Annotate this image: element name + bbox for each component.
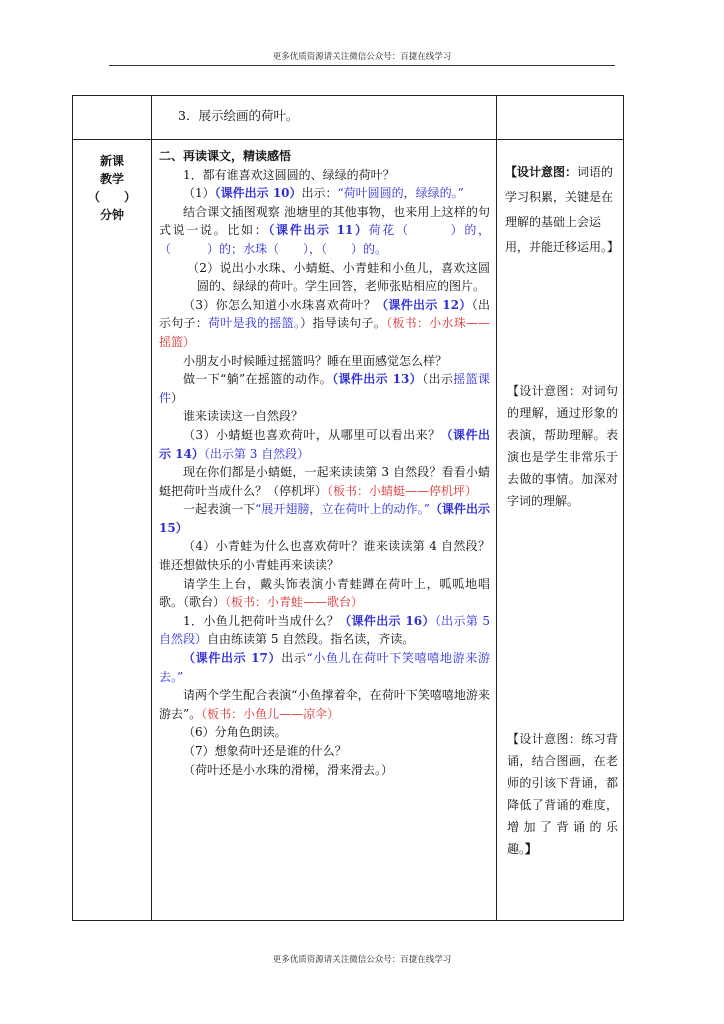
paragraph: 请两个学生配合表演“小鱼撑着伞，在荷叶下笑嘻嘻地游来游去”。（板书：小鱼儿——凉伞） — [159, 688, 490, 721]
side-label: 新课 教学 （ ） 分钟 — [87, 154, 136, 222]
paragraph: 小朋友小时候睡过摇篮吗？睡在里面感觉怎么样？ — [183, 353, 448, 368]
content-cell — [152, 140, 503, 921]
paragraph: 请学生上台，戴头饰表演小青蛙蹲在荷叶上，呱呱地唱歌。（歌台）（板书：小青蛙——歌台） — [159, 576, 490, 610]
page-header: 更多优质资源请关注微信公众号：百捷在线学习 — [272, 52, 452, 62]
table-row — [73, 96, 624, 140]
design-note-3: 【设计意图：练习背诵，结合图画，在老师的引该下背诵，都降低了背诵的难度，增加了背诵的乐趣。】 — [507, 732, 618, 856]
paragraph: （2）说出小水珠、小蜻蜓、小青蛙和小鱼儿，喜欢这圆圆的、绿绿的荷叶。学生回答，老师张贴相应的图片。 — [187, 260, 490, 294]
paragraph: 现在你们都是小蜻蜓，一起来读读第 3 自然段？看看小蜻蜓把荷叶当成什么？（停机坪）（板书：小蜻蜓——停机坪） — [159, 465, 490, 498]
row1-text: 3．展示绘画的荷叶。 — [178, 108, 299, 123]
side-cell — [73, 140, 152, 921]
lesson-body — [152, 140, 503, 779]
design-note-2: 【设计意图：对词句的理解，通过形象的表演，帮助理解。表演也是学生非常乐于去做的事情。加深对字词的理解。 — [507, 384, 618, 508]
paragraph: 1．都有谁喜欢这圆圆的、绿绿的荷叶？ — [183, 167, 395, 182]
paragraph: 1．小鱼儿把荷叶当成什么？（课件出示 16）（出示第 5 自然段）自由练读第 5 自然段。指名读，齐读。 — [159, 613, 490, 647]
paragraph: （荷叶还是小水珠的滑梯，滑来滑去。） — [183, 762, 394, 777]
paragraph: （6）分角色朗读。 — [183, 725, 287, 740]
header-rule — [109, 65, 615, 66]
paragraph: 谁来读读这一自然段？ — [183, 409, 304, 424]
paragraph: 结合课文插图观察 池塘里的其他事物，也来用上这样的句式说一说。比如：（课件出示 11）荷花（ ）的，（ ）的；水珠（ ），（ ）的。 — [159, 204, 490, 256]
note-cell-empty — [497, 96, 624, 140]
lesson-table — [72, 95, 624, 921]
content-cell — [152, 96, 497, 140]
paragraph: （1）（课件出示 10）出示：“荷叶圆圆的，绿绿的。” — [183, 186, 464, 201]
paragraph: （3）你怎么知道小水珠喜欢荷叶？（课件出示 12）（出示句子：荷叶是我的摇篮。）指导读句子。（板书：小水珠——摇篮） — [159, 297, 490, 349]
section-heading: 二、再读课文，精读感悟 — [159, 149, 292, 163]
paragraph: （7）想象荷叶还是谁的什么？ — [183, 744, 347, 758]
paragraph: （课件出示 17）出示“小鱼儿在荷叶下笑嘻嘻地游来游去。” — [159, 651, 490, 684]
design-note-1: 【设计意图：词语的学习积累，关键是在理解的基础上会运用，并能迁移运用。】 — [505, 165, 620, 254]
paragraph: （3）小蜻蜓也喜欢荷叶，从哪里可以看出来？（课件出示 14）（出示第 3 自然段） — [159, 427, 490, 461]
table-row — [73, 140, 624, 921]
page-footer: 更多优质资源请关注微信公众号：百捷在线学习 — [272, 955, 452, 965]
side-cell-empty — [73, 96, 152, 140]
note-cell — [497, 140, 624, 921]
paragraph: （4）小青蛙为什么也喜欢荷叶？谁来读读第 4 自然段？ 谁还想做快乐的小青蛙再来读读？ — [159, 539, 503, 573]
paragraph: 一起表演一下“展开翅膀，立在荷叶上的动作。”（课件出示 15） — [159, 502, 490, 535]
paragraph: 做一下“躺”在摇篮的动作。（课件出示 13）（出示摇篮课件） — [159, 372, 490, 405]
